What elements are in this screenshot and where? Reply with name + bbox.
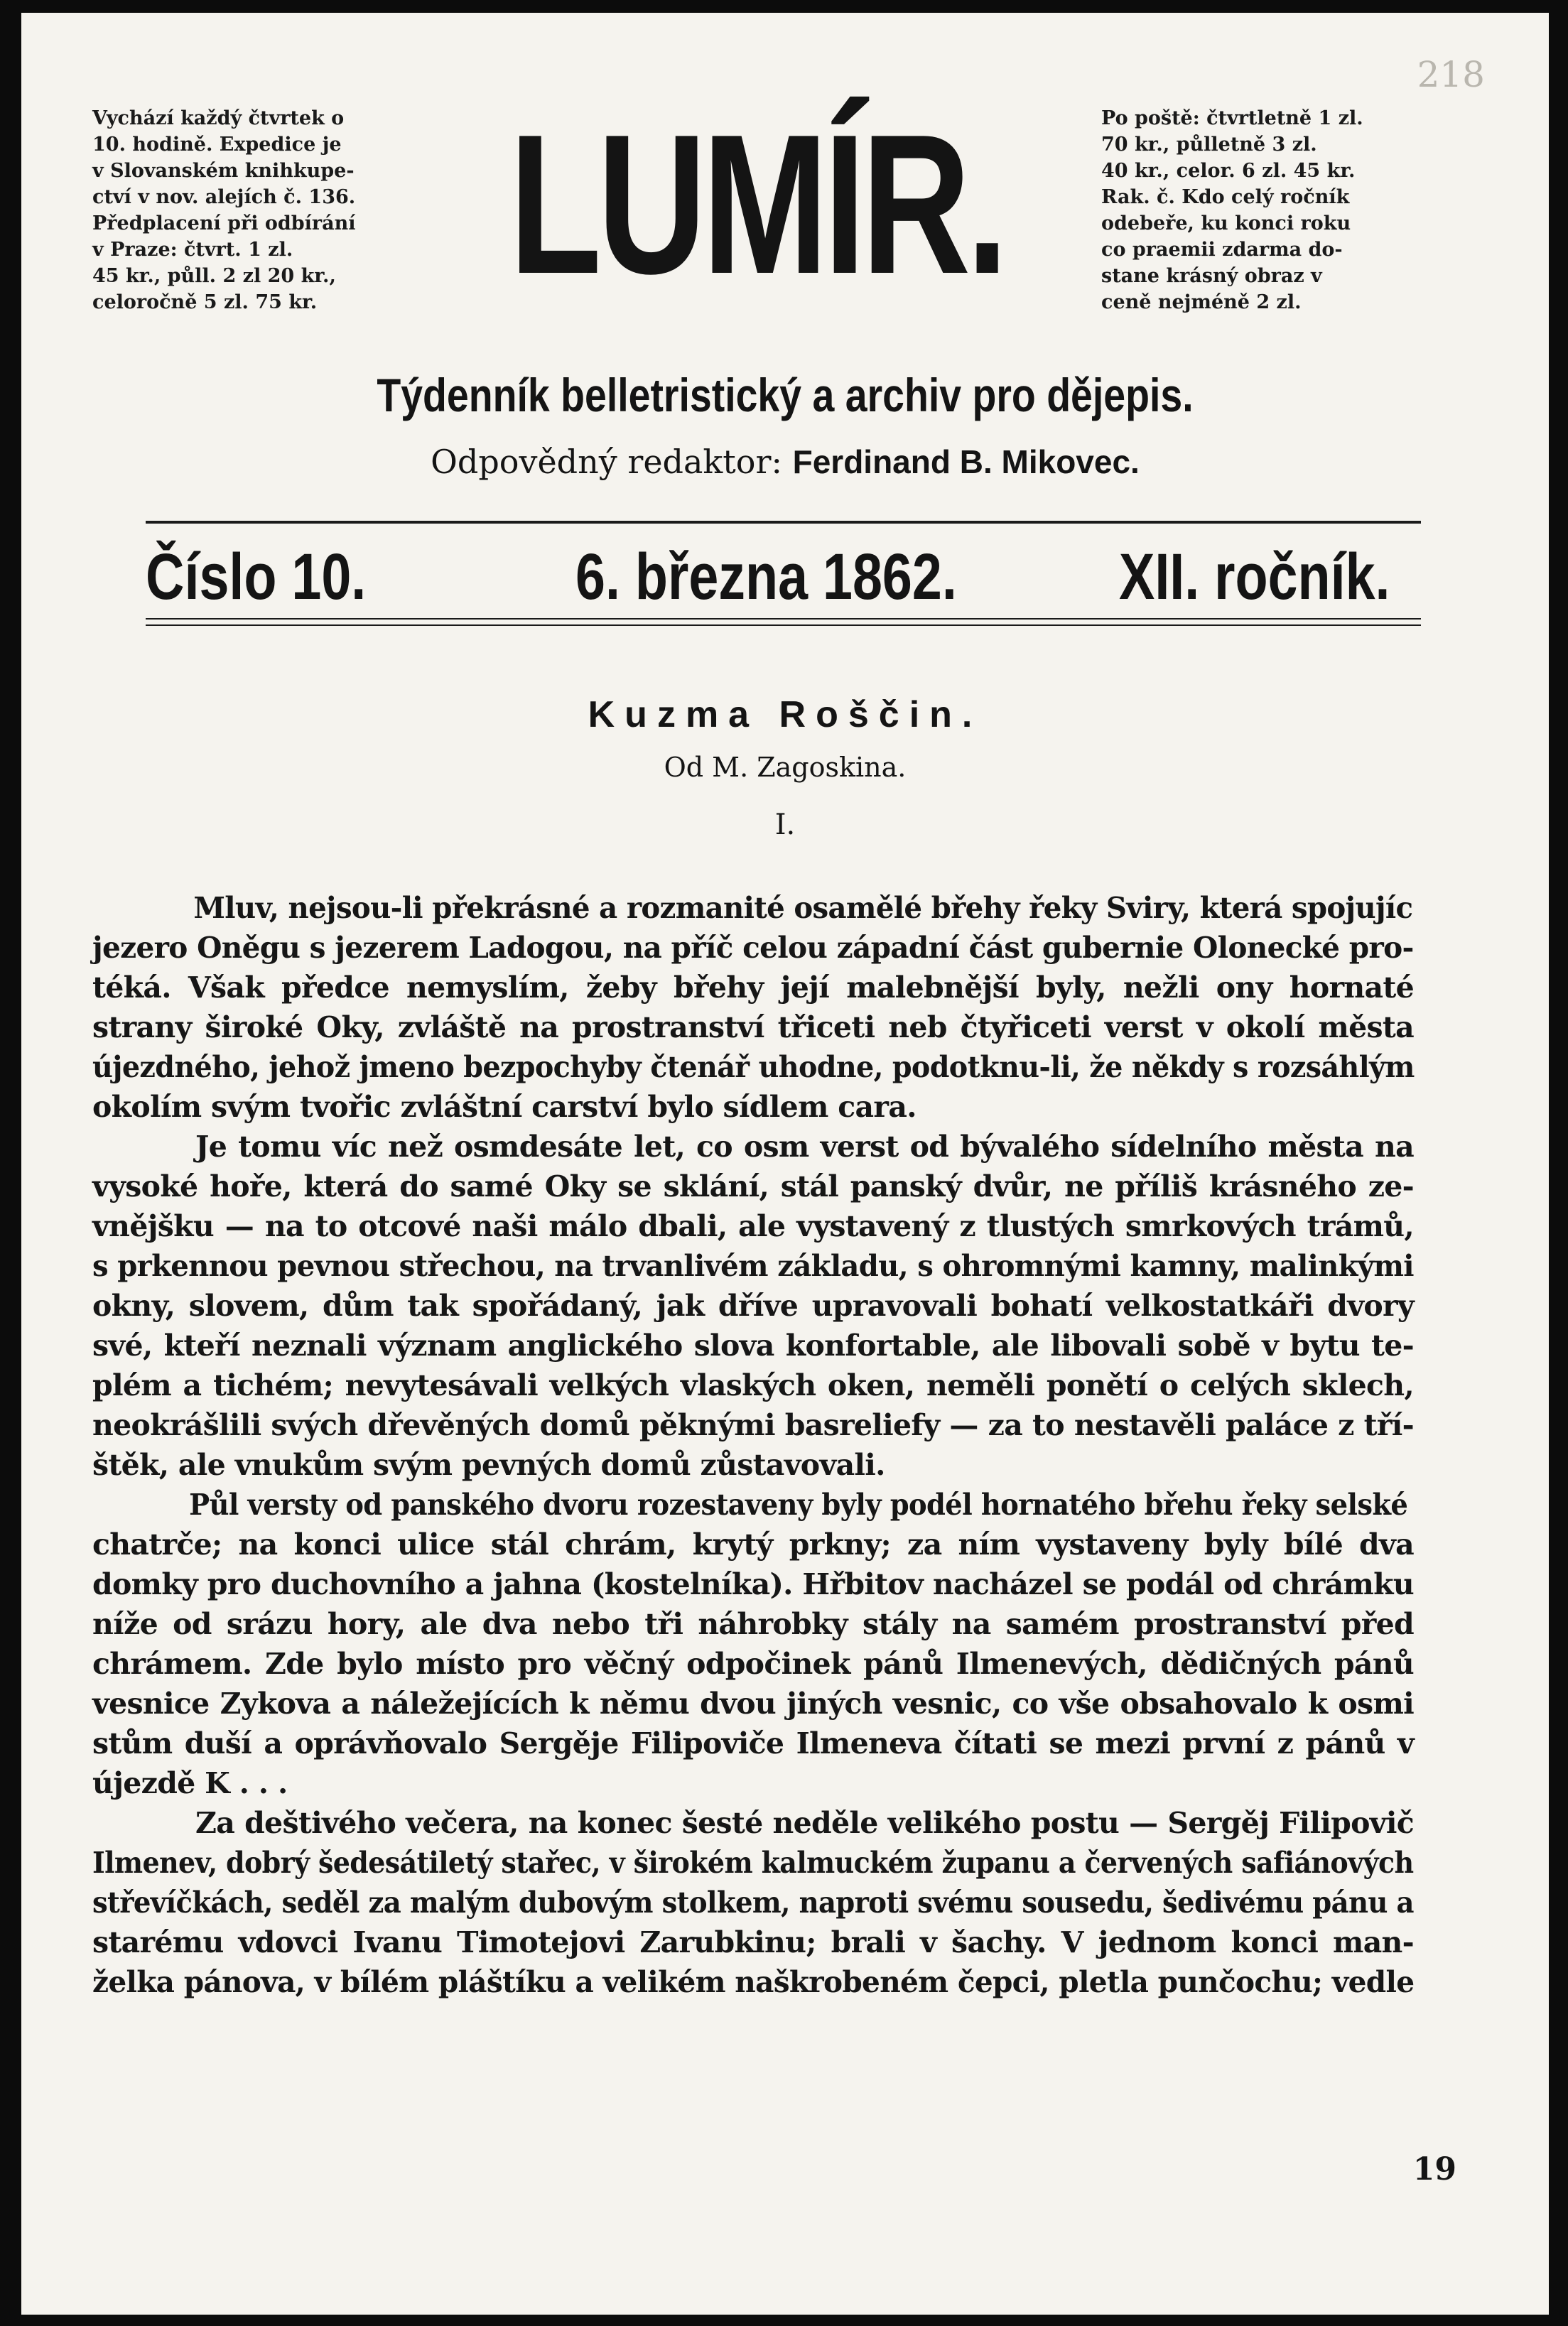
text-line: chrámem. Zde bylo místo pro věčný odpočinek pánů Ilmenevých, dědičných pánů	[92, 1647, 1414, 1681]
text-line: Za deštivého večera, na konec šesté neděle velikého postu — Sergěj Filipovič	[195, 1806, 1414, 1840]
text-line: strany široké Oky, zvláště na prostranství třiceti neb čtyřiceti verst v okolí města	[92, 1010, 1414, 1044]
info-line: Předplacení při odbírání	[92, 212, 356, 234]
text-line: chatrče; na konci ulice stál chrám, krytý prkny; za ním vystaveny byly bílé dva	[92, 1527, 1414, 1562]
text-line: okny, slovem, dům tak spořádaný, jak dříve upravovali bohatí velkostatkáři dvory	[92, 1289, 1414, 1323]
text-line: Mluv, nejsou-li překrásné a rozmanité osamělé břehy řeky Sviry, která spojujíc	[193, 891, 1413, 925]
text-line: své, kteří neznali význam anglického slova konfortable, ale libovali sobě v bytu te-	[92, 1329, 1414, 1363]
text-line: s prkennou pevnou střechou, na trvanlivém základu, s ohromnými kamny, malinkými	[92, 1249, 1414, 1283]
issue-volume: XII. ročník.	[1119, 541, 1390, 613]
editor-line	[21, 443, 1549, 481]
text-line: vesnice Zykova a náležejících k němu dvou jiných vesnic, co vše obsahovalo k osmi	[92, 1687, 1414, 1721]
info-line: v Slovanském knihkupe-	[92, 160, 355, 182]
text-line: želka pánova, v bílém pláštíku a velikém naškrobeném čepci, pletla punčochu; vedle	[92, 1965, 1415, 1999]
article-title: Kuzma Roščin.	[588, 694, 983, 735]
text-line: domky pro duchovního a jahna (kostelníka). Hřbitov nacházel se podál od chrámku	[92, 1567, 1414, 1601]
top-rule	[146, 521, 1421, 524]
text-line: plém a tichém; nevytesávali velkých vlaských oken, neměli ponětí o celých sklech,	[92, 1368, 1414, 1402]
subscription-info-right	[1101, 105, 1414, 315]
info-line: ctví v nov. alejích č. 136.	[92, 186, 356, 208]
info-line: odebeře, ku konci roku	[1101, 212, 1351, 234]
chapter-number: I.	[774, 808, 796, 841]
paragraph	[92, 1127, 1414, 1485]
editor-label: Odpovědný redaktor:	[431, 443, 782, 481]
issue-number: Číslo 10.	[146, 541, 367, 613]
bottom-rule-double	[146, 624, 1421, 626]
text-line: střevíčkách, seděl za malým dubovým stolkem, naproti svému sousedu, šedivému pánu a	[92, 1886, 1414, 1920]
paragraph	[92, 1485, 1414, 1803]
text-line: štěk, ale vnukům svým pevných domů zůstavovali.	[92, 1448, 885, 1482]
article-body	[92, 888, 1414, 2002]
text-line: téká. Však předce nemyslím, žeby břehy její malebnější byly, nežli ony hornaté	[92, 970, 1414, 1005]
text-line: Ilmenev, dobrý šedesátiletý stařec, v širokém kalmuckém županu a červených safiánových	[92, 1846, 1414, 1880]
info-line: ceně nejméně 2 zl.	[1101, 291, 1302, 313]
info-line: v Praze: čtvrt. 1 zl.	[92, 239, 293, 261]
text-line: níže od srázu hory, ale dva nebo tři náhrobky stály na samém prostranství před	[92, 1607, 1414, 1641]
info-line: co praemii zdarma do-	[1101, 239, 1343, 261]
info-line: Vychází každý čtvrtek o	[92, 107, 345, 129]
text-line: újezdného, jehož jmeno bezpochyby čtenář uhodne, podotknu-li, že někdy s rozsáhlým	[92, 1050, 1415, 1084]
info-line: 10. hodině. Expedice je	[92, 134, 342, 156]
text-line: starému vdovci Ivanu Timotejovi Zarubkinu; brali v šachy. V jednom konci man-	[92, 1925, 1414, 1959]
info-line: Po poště: čtvrtletně 1 zl.	[1101, 107, 1363, 129]
info-line: 45 kr., půll. 2 zl 20 kr.,	[92, 265, 336, 287]
text-line: okolím svým tvořic zvláštní carství bylo sídlem cara.	[92, 1090, 917, 1124]
folio-number: 218	[1417, 54, 1485, 95]
text-line: újezdě K . . .	[92, 1766, 288, 1800]
text-line: Je tomu víc než osmdesáte let, co osm verst od bývalého sídelního města na	[195, 1130, 1414, 1164]
info-line: 70 kr., půlletně 3 zl.	[1101, 134, 1317, 156]
text-line: neokrášlili svých dřevěných domů pěknými basreliefy — za to nestavěli paláce z tří-	[92, 1408, 1414, 1442]
bottom-rule	[146, 618, 1421, 620]
info-line: 40 kr., celor. 6 zl. 45 kr.	[1101, 160, 1356, 182]
text-line: vysoké hoře, která do samé Oky se sklání, stál panský dvůr, ne příliš krásného ze-	[92, 1169, 1414, 1203]
text-line: vnějšku — na to otcové naši málo dbali, ale vystavený z tlustých smrkových trámů,	[92, 1209, 1414, 1243]
text-line: Půl versty od panského dvoru rozestaveny byly podél hornatého břehu řeky selské	[189, 1488, 1408, 1522]
article-author: Od M. Zagoskina.	[664, 752, 907, 783]
info-line: Rak. č. Kdo celý ročník	[1101, 186, 1350, 208]
editor-name: Ferdinand B. Mikovec.	[792, 443, 1140, 480]
subscription-info-left	[92, 105, 398, 315]
paragraph	[92, 1803, 1414, 2002]
issue-date: 6. března 1862.	[575, 541, 957, 613]
page-number: 19	[1412, 2151, 1456, 2187]
masthead-title: LUMÍR.	[509, 94, 1005, 315]
paragraph	[92, 888, 1414, 1127]
text-line: stům duší a oprávňovalo Sergěje Filipoviče Ilmeneva čítati se mezi první z pánů v	[92, 1726, 1414, 1760]
newspaper-page	[21, 13, 1549, 2315]
info-line: celoročně 5 zl. 75 kr.	[92, 291, 318, 313]
masthead-subtitle: Týdenník belletristický a archiv pro dějepis.	[377, 369, 1194, 421]
text-line: jezero Oněgu s jezerem Ladogou, na příč celou západní část gubernie Olonecké pro-	[92, 931, 1414, 965]
info-line: stane krásný obraz v	[1101, 265, 1322, 287]
